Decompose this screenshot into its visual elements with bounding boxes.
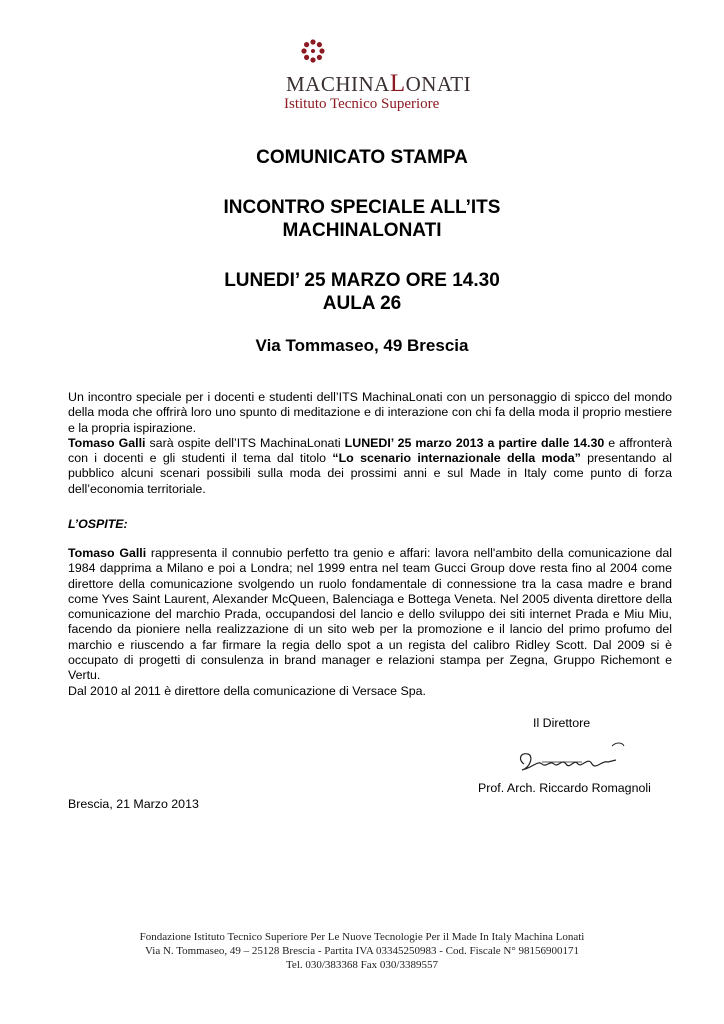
signatory-name: Prof. Arch. Riccardo Romagnoli	[478, 781, 651, 795]
guest-bio-paragraph: Tomaso Galli rappresenta il connubio perfetto tra genio e affari: lavora nell'ambito della comunicazione dal 1984 dapprima a Milano e poi a Londra; nel 1999 entra nel team Gucci Group dove resta fino al 2004 come direttore della comunicazione svolgendo un ruolo fondamentale di connessione tra la casa madre e brand come Yves Saint Laurent, Alexander McQueen, Balenciaga e Bottega Veneta. Nel 2005 diventa direttore della comunicazione del marchio Prada, occupandosi del lancio e dello sviluppo dei siti internet Prada e Miu Miu, facendo da pioniere nella realizzazione di un sito web per la promozione e il lancio del primo profumo del marchio e riuscendo a far firmare la regia dello spot a un regista del calibro Ridley Scott. Dal 2009 si è occupato di progetti di consulenza in brand manager e relazioni stampa per Zegna, Gruppo Richemont e Vertu. Dal 2010 al 2011 è direttore della comunicazione di Versace Spa.	[68, 546, 672, 698]
document-date: Brescia, 21 Marzo 2013	[68, 797, 199, 811]
event-date-heading: LUNEDI’ 25 MARZO ORE 14.30 AULA 26	[224, 270, 500, 314]
intro-paragraph: Un incontro speciale per i docenti e studenti dell’ITS MachinaLonati con un personaggio di spicco del mondo della moda che offrirà loro uno spunto di meditazione e di interazione con chi fa della moda il proprio mestiere e la propria ispirazione. Tomaso Galli sarà ospite dell’ITS MachinaLonati LUNEDI’ 25 marzo 2013 a partire dalle 14.30 e affronterà con i docenti e gli studenti il tema dal titolo “Lo scenario internazionale della moda” presentando al pubblico alcuni scenari possibili sulla moda dei prossimi anni e sul Made in Italy come punto di forza dell’economia territoriale.	[68, 390, 673, 496]
logo-subtitle: Istituto Tecnico Superiore	[284, 96, 440, 112]
logo-name: MACHINALONATI	[286, 70, 472, 97]
flower-ornament-icon	[300, 38, 326, 64]
footer-line: Tel. 030/383368 Fax 030/3389557	[285, 959, 438, 971]
guest-section-label: L’OSPITE:	[68, 517, 128, 531]
footer-line: Via N. Tommaseo, 49 – 25128 Brescia - Partita IVA 03345250983 - Cod. Fiscale N° 98156900171	[145, 945, 579, 957]
signature-title: Il Direttore	[533, 716, 591, 730]
logo	[280, 38, 480, 118]
handwritten-signature	[512, 738, 632, 778]
document-title: COMUNICATO STAMPA	[256, 147, 468, 168]
event-heading: INCONTRO SPECIALE ALL’ITS MACHINALONATI	[223, 197, 501, 241]
footer	[0, 930, 724, 972]
footer-line: Fondazione Istituto Tecnico Superiore Per Le Nuove Tecnologie Per il Made In Italy Machina Lonati	[139, 931, 585, 943]
event-address: Via Tommaseo, 49 Brescia	[255, 336, 469, 355]
